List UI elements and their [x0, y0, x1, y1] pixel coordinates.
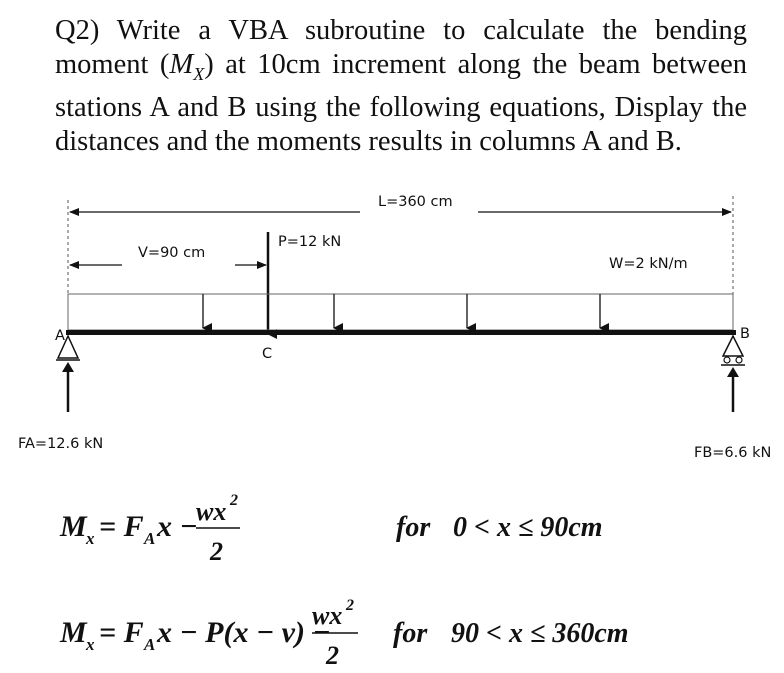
support-b — [721, 336, 745, 412]
question-line-1: Q2) Write a VBA subroutine to calculate the bending — [55, 15, 747, 46]
eq2-numerator-sup: 2 — [346, 597, 354, 614]
eq1-lhs: M — [60, 510, 87, 543]
eq1-denominator: 2 — [210, 537, 223, 566]
eq1-for: for — [396, 512, 431, 543]
eq2-rhs: = F — [99, 616, 144, 649]
eq1-lhs-sub: x — [86, 529, 95, 548]
question-line-2-start: moment ( — [55, 49, 170, 80]
moment-symbol: M — [169, 49, 194, 80]
support-a — [56, 336, 80, 412]
equation-1 — [59, 492, 603, 566]
support-a-label: A — [55, 328, 65, 344]
eq1-condition: 0 < x ≤ 90cm — [453, 512, 603, 543]
eq1-rhs: = F — [99, 510, 144, 543]
length-label: L=360 cm — [378, 194, 453, 210]
eq1-numerator-sup: 2 — [230, 492, 238, 509]
eq2-numerator: wx — [312, 601, 343, 630]
v-label: V=90 cm — [138, 245, 206, 261]
point-c-label: C — [262, 346, 273, 362]
eq1-numerator: wx — [196, 497, 227, 526]
question-line-3: stations A and B using the following equations, Display the — [55, 92, 747, 123]
eq2-for: for — [393, 618, 428, 649]
distributed-load-label: W=2 kN/m — [609, 256, 688, 272]
support-b-label: B — [740, 326, 750, 342]
question-line-2-end: ) at 10cm increment along the beam between — [204, 49, 748, 80]
point-load-label: P=12 kN — [278, 234, 342, 250]
eq2-condition: 90 < x ≤ 360cm — [451, 618, 629, 649]
equation-2 — [59, 597, 629, 670]
distributed-load-arrows — [203, 294, 600, 328]
eq2-rhs-sub: A — [144, 635, 156, 654]
question-line-4: distances and the moments results in columns A and B. — [55, 126, 682, 157]
eq2-lhs-sub: x — [86, 635, 95, 654]
distributed-load-box — [68, 294, 733, 330]
eq1-rhs-sub: A — [144, 529, 156, 548]
eq2-rhs-rest: x − P(x − v) − — [157, 616, 331, 649]
eq1-rhs-rest: x − — [157, 510, 198, 543]
eq2-lhs: M — [60, 616, 87, 649]
reaction-a-label: FA=12.6 kN — [18, 436, 104, 452]
eq2-denominator: 2 — [326, 641, 339, 670]
reaction-b-label: FB=6.6 kN — [694, 445, 772, 461]
beam — [66, 330, 736, 335]
moment-subscript: X — [193, 64, 205, 84]
